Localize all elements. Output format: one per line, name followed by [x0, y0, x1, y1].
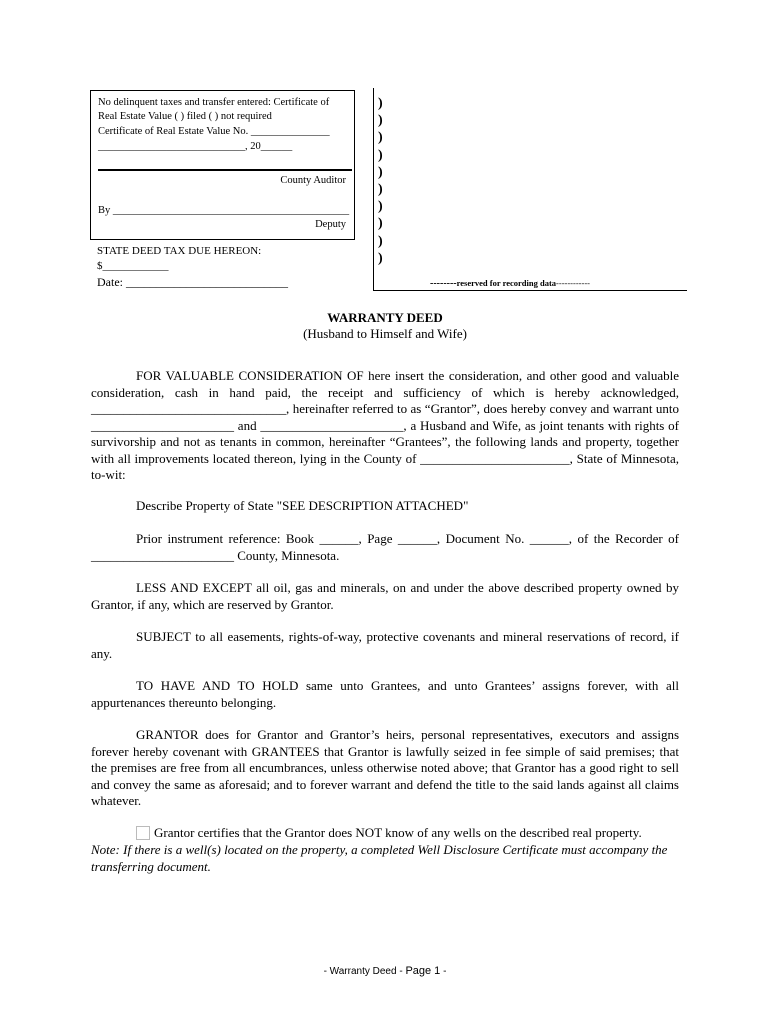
- document-title: WARRANTY DEED: [327, 310, 443, 325]
- parenthesis: ): [378, 113, 383, 129]
- covenant-paragraph: GRANTOR does for Grantor and Grantor’s heirs, personal representatives, executors and assigns forever hereby covenant with GRANTEES that Grantor is lawfully seized in fee simple of said premises; that the premises are free from all encumbrances, unless otherwise noted above; that Grantor has a good right to sell and convey the same as aforesaid; and to forever warrant and defend the title to the said lands against all claims whatever.: [91, 727, 679, 808]
- auditor-line-1: No delinquent taxes and transfer entered: Certificate of: [98, 97, 330, 108]
- property-description: Describe Property of State "SEE DESCRIPTION ATTACHED": [136, 498, 469, 513]
- parenthesis: ): [378, 164, 383, 180]
- auditor-divider: [98, 169, 352, 171]
- parenthesis: ): [378, 147, 383, 163]
- deed-tax-amount: $____________: [97, 260, 169, 272]
- footer-tail: -: [440, 966, 447, 977]
- page-footer: [0, 965, 770, 977]
- parenthesis-column: [378, 95, 390, 267]
- auditor-certificate-box: [90, 90, 355, 240]
- auditor-line-3: Certificate of Real Estate Value No. _______________: [98, 126, 330, 137]
- deputy-label: Deputy: [315, 219, 346, 230]
- subject-to-paragraph: SUBJECT to all easements, rights-of-way, protective covenants and mineral reservations of record, if any.: [91, 629, 679, 661]
- recording-area-left-border: [373, 88, 374, 290]
- habendum-paragraph: TO HAVE AND TO HOLD same unto Grantees, and unto Grantees’ assigns forever, with all appurtenances thereunto belonging.: [91, 678, 679, 710]
- well-disclosure-note: Note: If there is a well(s) located on the property, a completed Well Disclosure Certificate must accompany the transferring document.: [91, 842, 668, 874]
- parenthesis: ): [378, 96, 383, 111]
- auditor-line-4: ____________________________, 20______: [98, 141, 293, 152]
- reserved-recording-label: [430, 278, 590, 289]
- by-line: By _____________________________________________: [98, 205, 350, 216]
- deed-tax-label: STATE DEED TAX DUE HEREON:: [97, 245, 262, 257]
- parenthesis: ): [378, 250, 383, 266]
- deed-date: Date: ___________________________: [97, 275, 288, 289]
- reserved-tail-dashes: ------------: [556, 278, 590, 288]
- recording-area-bottom-border: [373, 290, 687, 291]
- no-wells-checkbox[interactable]: [136, 826, 150, 840]
- footer-label: - Warranty Deed -: [323, 966, 406, 977]
- parenthesis: ): [378, 130, 383, 146]
- less-and-except-paragraph: LESS AND EXCEPT all oil, gas and minerals, on and under the above described property owned by Grantor, if any, which are reserved by Grantor.: [91, 580, 679, 612]
- parenthesis: ): [378, 233, 383, 249]
- county-auditor-label: County Auditor: [280, 175, 346, 186]
- well-certification-text: Grantor certifies that the Grantor does NOT know of any wells on the described real property.: [154, 825, 642, 840]
- reserved-lead-dashes: --------: [430, 278, 457, 289]
- parenthesis: ): [378, 216, 383, 232]
- parenthesis: ): [378, 199, 383, 215]
- auditor-line-2: Real Estate Value ( ) filed ( ) not required: [98, 111, 272, 122]
- well-certification-row: [91, 825, 726, 842]
- document-subtitle: (Husband to Himself and Wife): [303, 326, 467, 341]
- prior-instrument-paragraph: Prior instrument reference: Book ______, Page ______, Document No. ______, of the Recorder of ______________________ County, Minnesota.: [91, 531, 679, 563]
- parenthesis: ): [378, 182, 383, 198]
- page-number: Page 1: [405, 965, 441, 977]
- consideration-paragraph: FOR VALUABLE CONSIDERATION OF here insert the consideration, and other good and valuable consideration, cash in hand paid, the receipt and sufficiency of which is hereby acknowledged, ______________________________, hereinafter referred to as “Grantor”, does hereby convey and warrant unto ______________________ and ______________________, a Husband and Wife, as joint tenants with rights of survivorship and not as tenants in common, hereinafter “Grantees”, the following lands and property, together with all improvements located thereon, lying in the County of _______________________, State of Minnesota, to-wit:: [91, 368, 679, 482]
- reserved-text: reserved for recording data: [456, 278, 557, 288]
